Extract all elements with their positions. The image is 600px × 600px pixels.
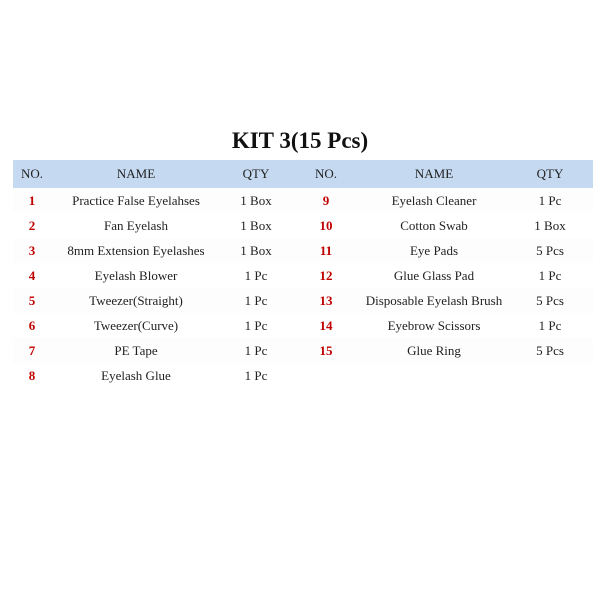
item-number: 8: [28, 367, 36, 383]
table-row: [13, 288, 593, 313]
header-qty-right: QTY: [536, 166, 564, 181]
item-qty: 5 Pcs: [536, 242, 564, 258]
item-number: 11: [319, 242, 333, 258]
item-number: 15: [319, 342, 333, 358]
item-qty: 1 Pc: [244, 267, 268, 283]
item-name: Eyelash Cleaner: [391, 192, 477, 208]
header-no: NO.: [20, 166, 44, 181]
item-qty: 1 Box: [534, 217, 566, 233]
header-name: NAME: [116, 166, 156, 181]
item-name: Tweezer(Straight): [89, 292, 183, 308]
item-number: 3: [28, 242, 36, 258]
item-name: Glue Ring: [407, 342, 461, 358]
table-row: [13, 238, 593, 263]
item-qty: 1 Pc: [244, 292, 268, 308]
header-name-right: NAME: [414, 166, 454, 181]
item-name: 8mm Extension Eyelashes: [67, 242, 205, 258]
item-qty: 1 Box: [240, 192, 272, 208]
item-number: 5: [28, 292, 36, 308]
item-name: Fan Eyelash: [104, 217, 168, 233]
item-qty: 1 Pc: [244, 342, 268, 358]
item-qty: [507, 363, 593, 388]
table-row: [13, 338, 593, 363]
kit-title: KIT 3(15 Pcs): [231, 128, 369, 153]
item-name: [361, 363, 507, 388]
item-name: Eyebrow Scissors: [387, 317, 481, 333]
item-number: 4: [28, 267, 36, 283]
item-qty: 5 Pcs: [536, 292, 564, 308]
table-row: [13, 213, 593, 238]
table-row: [13, 263, 593, 288]
item-number: 7: [28, 342, 36, 358]
item-name: Eye Pads: [409, 242, 459, 258]
item-number: 14: [319, 317, 333, 333]
item-number: 6: [28, 317, 36, 333]
item-name: Eyelash Blower: [94, 267, 178, 283]
item-qty: 5 Pcs: [536, 342, 564, 358]
table-row: [13, 313, 593, 338]
table-row: [13, 188, 593, 213]
item-qty: 1 Pc: [538, 192, 562, 208]
kit-contents-table: [13, 160, 593, 388]
item-qty: 1 Box: [240, 217, 272, 233]
item-number: 12: [319, 267, 333, 283]
header-no-right: NO.: [314, 166, 338, 181]
item-name: Cotton Swab: [400, 217, 468, 233]
item-number: 2: [28, 217, 36, 233]
item-name: Glue Glass Pad: [393, 267, 475, 283]
item-number: 13: [319, 292, 333, 308]
item-number: [291, 363, 361, 388]
item-number: 1: [28, 192, 36, 208]
item-name: Eyelash Glue: [101, 367, 171, 383]
item-name: Tweezer(Curve): [93, 317, 179, 333]
item-qty: 1 Box: [240, 242, 272, 258]
item-qty: 1 Pc: [538, 267, 562, 283]
item-qty: 1 Pc: [244, 367, 268, 383]
item-qty: 1 Pc: [244, 317, 268, 333]
table-header-row: [13, 160, 593, 188]
item-name: PE Tape: [114, 342, 158, 358]
header-qty: QTY: [242, 166, 270, 181]
item-number: 9: [322, 192, 330, 208]
item-number: 10: [319, 217, 333, 233]
table-row: [13, 363, 593, 388]
item-name: Practice False Eyelahses: [72, 192, 200, 208]
item-qty: 1 Pc: [538, 317, 562, 333]
item-name: Disposable Eyelash Brush: [365, 292, 503, 308]
